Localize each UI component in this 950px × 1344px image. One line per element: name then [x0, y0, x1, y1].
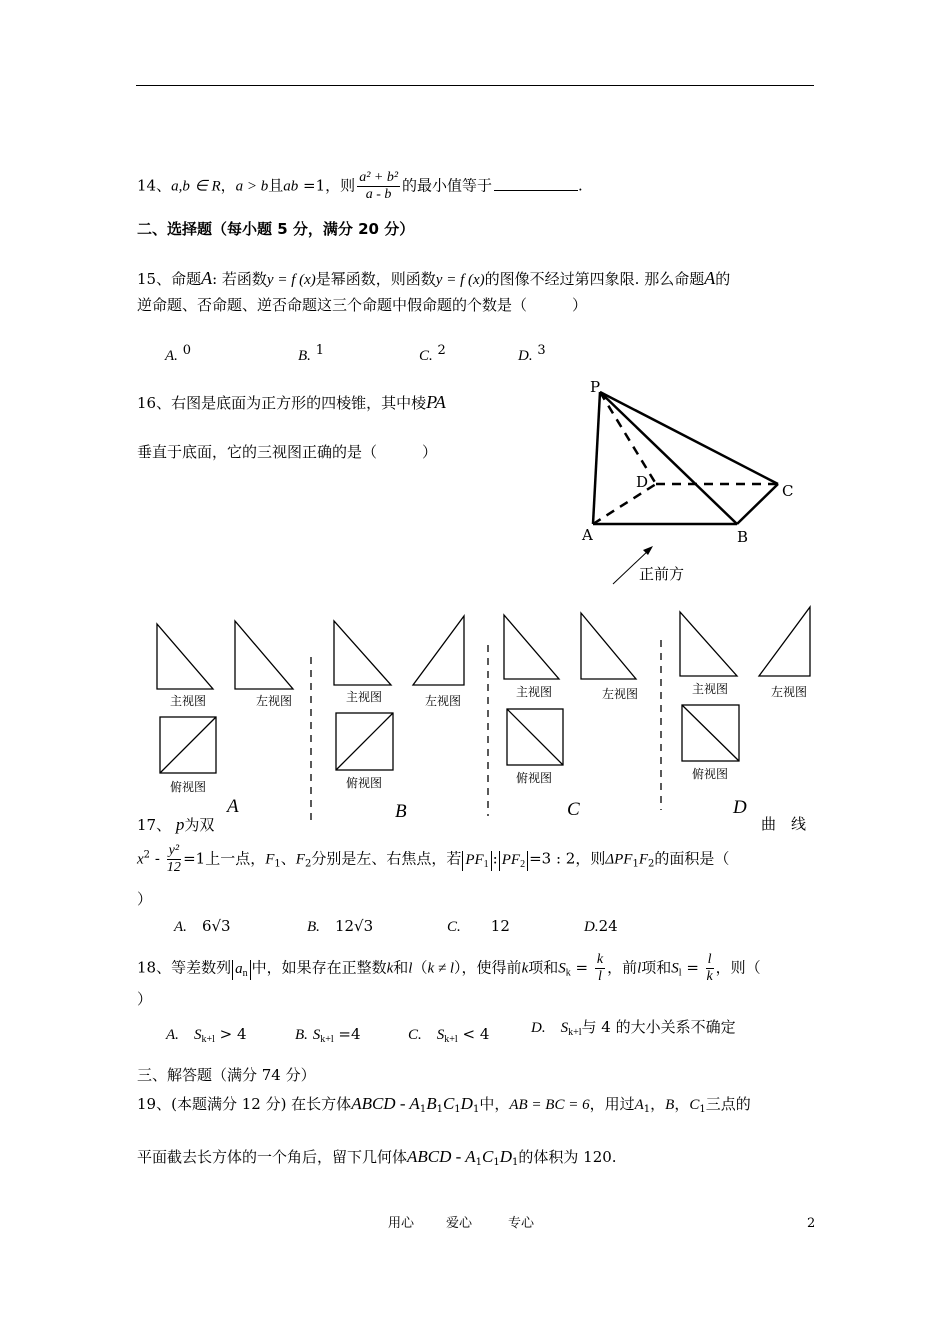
question-19-line2: 平面截去长方体的一个角后，留下几何体ABCD - $A_1C_1D_1$的体积为 120.	[137, 1147, 617, 1168]
choice-separators	[311, 640, 661, 825]
edge-pc	[600, 392, 778, 484]
q14-tail: 的最小值等于	[402, 176, 493, 195]
choice-b-main-view	[334, 621, 391, 685]
q18-frac1-den: l	[598, 969, 602, 985]
q17-option-b[interactable]	[307, 917, 373, 936]
q18-paren: （	[412, 958, 428, 977]
q15-proposition-a: A	[201, 268, 213, 288]
q17-option-d[interactable]	[584, 917, 618, 936]
q14-and: 且	[268, 176, 284, 195]
q17-option-d-label: D.	[584, 919, 599, 935]
choice-d-top-label: 俯视图	[692, 767, 729, 781]
q17-colon: :	[492, 849, 498, 868]
choice-a-left-label: 左视图	[256, 694, 293, 708]
choice-d-main-view	[680, 612, 737, 676]
q18-option-d-s: S	[560, 1020, 569, 1036]
question-19-line1: 19、(本题满分 12 分) 在长方体ABCD - $A_1B_1C_1D_1$中，AB = BC = 6，用过$A_1$，B，$C_1$三点的	[137, 1094, 751, 1115]
q15-text-a: 15、命题	[137, 270, 202, 288]
q15-option-d-label: D.	[518, 348, 533, 364]
q15-text-d: 的图像不经过第四象限. 那么命题	[484, 270, 705, 288]
q19-solid-d: D	[499, 1147, 513, 1166]
edge-pd	[600, 392, 656, 484]
page-number: 2	[807, 1216, 816, 1231]
q18-option-a-expr: > 4	[219, 1025, 247, 1043]
q19-a1: A	[634, 1097, 644, 1113]
q15-function-2: y = f (x)	[435, 272, 485, 288]
q14-then: ，则	[325, 176, 356, 195]
q18-option-d-label: D.	[531, 1020, 546, 1036]
q18-option-b-expr: =4	[338, 1025, 361, 1043]
q17-close: ）	[137, 890, 153, 908]
q15-text-b: : 若函数	[212, 270, 267, 288]
question-14	[137, 170, 583, 203]
q17-point-p: p	[175, 815, 185, 834]
q19-text-2: ，用过	[589, 1095, 635, 1113]
question-17-line2: $x^2$ - $\frac{\text{y²}}{12}$ =1上一点，$F_1$、$F_2$分别是左、右焦点，若 $PF_1$ : $PF_2 =3$ : 2，则$\Delta PF_1F_2$的面积是（	[137, 843, 730, 876]
q17-option-a-value: 6√3	[201, 917, 231, 935]
choice-b-left-label: 左视图	[425, 694, 462, 708]
q14-ab: ab	[283, 178, 299, 195]
q18-option-b-sub: k+l	[320, 1034, 334, 1045]
question-15-line2: 逆命题、否命题、逆否命题这三个命题中假命题的个数是（ ）	[137, 296, 588, 314]
q18-eq2: =	[681, 958, 704, 977]
q17-option-b-value: 12√3	[334, 917, 374, 935]
choice-a-main-view	[157, 624, 213, 689]
q17-text-5: 的面积是（	[654, 849, 730, 868]
q16-text-1: 16、右图是底面为正方形的四棱锥，其中棱	[137, 394, 427, 412]
q17-number: 17、	[137, 816, 172, 834]
choice-d-top-diagonal	[682, 705, 739, 761]
q17-option-c-label: C.	[447, 919, 461, 935]
choice-d-left-label: 左视图	[771, 685, 808, 699]
choice-c-top-view	[507, 709, 563, 765]
q18-text-3: ，前	[607, 958, 638, 977]
q19-text-1: 19、(本题满分 12 分) 在长方体	[137, 1095, 352, 1113]
choice-c-main-label: 主视图	[516, 685, 553, 699]
q18-option-c-label: C.	[408, 1027, 422, 1043]
q17-option-d-value: 24	[598, 917, 618, 935]
q17-eq: =1	[183, 849, 206, 868]
q17-text-4: ，则	[575, 849, 606, 868]
q15-option-a-label: A.	[165, 348, 178, 364]
front-arrow-head	[643, 546, 653, 555]
label-d: D	[636, 473, 649, 491]
q19-line2-b: 的体积为 120.	[518, 1148, 617, 1166]
q16-choice-b[interactable]: B	[395, 801, 407, 822]
q18-text-5: ，则（	[715, 958, 761, 977]
question-16-line1	[137, 392, 446, 414]
q18-option-a[interactable]	[166, 1025, 247, 1046]
q17-text-1: 为双	[184, 816, 215, 834]
choice-d-main-label: 主视图	[692, 682, 729, 696]
q15-option-d[interactable]	[518, 343, 546, 365]
q19-line2-a: 平面截去长方体的一个角后，留下几何体	[137, 1148, 408, 1166]
top-rule	[136, 85, 814, 86]
q14-comma: ，	[220, 176, 236, 195]
q14-number: 14、	[137, 176, 172, 195]
q15-text-c: 是幂函数，则函数	[315, 270, 436, 288]
q18-option-a-sub: k+l	[201, 1034, 215, 1045]
q18-l: l	[408, 960, 413, 977]
label-a: A	[582, 526, 593, 544]
q18-l2: l	[637, 960, 642, 977]
choice-d-left-view	[759, 607, 810, 676]
q17-curve: 曲 线	[761, 815, 807, 833]
q18-option-b-s: S	[312, 1027, 321, 1043]
q18-text-2: 项和	[528, 958, 559, 977]
choice-a-left-view	[235, 621, 293, 689]
q15-option-b-label: B.	[298, 348, 311, 364]
q16-edge-pa: PA	[426, 392, 446, 412]
q15-proposition-a-2: A	[704, 268, 716, 288]
q14-frac-num: a² + b²	[357, 170, 400, 187]
q17-pf1: PF	[465, 851, 484, 868]
choice-b-top-diagonal	[336, 713, 393, 770]
footer-text-3: 专心	[508, 1216, 535, 1231]
q19-mid: 中，	[479, 1095, 510, 1113]
q19-comma-2: ，	[674, 1095, 690, 1113]
q14-eq: =1	[303, 176, 326, 195]
q19-b: B	[665, 1097, 675, 1113]
q16-choice-d[interactable]: D	[733, 797, 747, 818]
choice-c-top-diagonal	[507, 709, 563, 765]
q19-text-3: 三点的	[705, 1095, 751, 1113]
edge-pa	[593, 392, 600, 524]
q17-frac-den: 12	[166, 860, 181, 876]
q17-f1: F	[265, 851, 275, 868]
question-18-line1: 18、等差数列 $a_n$ 中，如果存在正整数k和l（k ≠ l），使得前k项和$S_k$ = $\frac{k}{l}$ ，前l项和$S_l$ = $\frac{l}{k}$ ，则（	[137, 952, 761, 985]
q17-option-a[interactable]	[174, 917, 231, 936]
q17-frac-num: y²	[167, 843, 181, 860]
q18-k2: k	[521, 960, 529, 977]
question-16-line2: 垂直于底面，它的三视图正确的是（ ）	[137, 443, 438, 461]
q15-option-c[interactable]	[419, 343, 446, 365]
choice-b-top-view	[336, 713, 393, 770]
q15-option-c-value: 2	[437, 343, 446, 358]
q18-option-d-expr: 与 4 的大小关系不确定	[581, 1018, 736, 1036]
label-b: B	[737, 528, 749, 546]
q17-fraction	[167, 843, 181, 876]
q14-answer-blank[interactable]	[494, 190, 578, 191]
label-c: C	[782, 482, 794, 500]
section-2-title: 二、选择题（每小题 5 分，满分 20 分）	[137, 220, 415, 238]
q18-eq1: =	[570, 958, 593, 977]
q14-end: .	[578, 176, 583, 195]
q16-choice-a[interactable]: A	[227, 796, 239, 817]
q18-option-b[interactable]	[295, 1025, 361, 1046]
q18-sl: S	[671, 960, 679, 977]
q18-close: ）	[137, 990, 153, 1008]
q14-frac-den: a - b	[365, 187, 392, 203]
footer-text-2: 爱心	[446, 1216, 473, 1231]
q19-c1: C	[689, 1097, 700, 1113]
q14-fraction	[357, 170, 400, 203]
q17-option-a-label: A.	[174, 919, 187, 935]
pyramid-figure	[593, 392, 778, 584]
footer-text-1: 用心	[388, 1216, 415, 1231]
q18-option-d[interactable]	[531, 1018, 736, 1039]
q18-frac2-num: l	[706, 952, 714, 969]
q19-box-c: C	[442, 1094, 455, 1113]
choice-a-top-label: 俯视图	[170, 780, 207, 794]
q18-k: k	[386, 960, 394, 977]
q15-option-d-value: 3	[537, 343, 546, 358]
q18-frac2-den: k	[706, 969, 713, 985]
q17-abs-pf1: $PF_1$	[462, 851, 491, 871]
edge-bc	[737, 484, 778, 524]
q18-option-b-label: B.	[295, 1027, 308, 1043]
q17-pf2: PF	[501, 851, 521, 868]
question-15-line1	[137, 268, 730, 290]
choice-b-main-label: 主视图	[346, 690, 383, 704]
q14-vars: a,b	[171, 178, 190, 195]
q18-fraction-2	[706, 952, 714, 985]
q18-text-4: 项和	[641, 958, 672, 977]
q15-option-c-label: C.	[419, 348, 433, 364]
q18-option-c-sub: k+l	[444, 1034, 458, 1045]
question-17-line1	[137, 815, 214, 835]
q15-text-e: 的	[715, 270, 731, 288]
q15-option-b-value: 1	[315, 343, 324, 358]
q18-number: 18、等差数列	[137, 958, 232, 977]
choice-b-left-view	[413, 616, 464, 685]
q17-option-c-value: 12	[490, 917, 510, 935]
q18-an: a	[235, 960, 243, 977]
choice-c-top-label: 俯视图	[516, 771, 553, 785]
choice-d-top-view	[682, 705, 739, 761]
q17-sep: 、	[280, 849, 296, 868]
q18-frac1-num: k	[595, 952, 605, 969]
q15-option-b[interactable]	[298, 343, 324, 365]
q16-choice-c[interactable]: C	[567, 799, 580, 820]
q18-option-d-sub: k+l	[568, 1027, 582, 1038]
q17-minus: -	[150, 849, 165, 868]
edge-pb	[600, 392, 737, 524]
q18-text-1: 中，如果存在正整数	[251, 958, 387, 977]
q15-option-a-value: 0	[182, 343, 191, 358]
q19-box-b: B	[426, 1094, 437, 1113]
q18-and: 和	[393, 958, 409, 977]
q17-f2b: F	[638, 851, 649, 868]
q17-option-b-label: B.	[307, 919, 320, 935]
label-front: 正前方	[639, 565, 685, 583]
q15-option-a[interactable]	[165, 343, 191, 365]
q17-f2: F	[295, 851, 305, 868]
q17-text-3: 分别是左、右焦点，若	[311, 849, 462, 868]
q19-box-d: D	[460, 1094, 473, 1113]
q14-cond: a > b	[235, 178, 269, 195]
choice-c-main-view	[504, 615, 559, 679]
q18-option-c-expr: < 4	[462, 1025, 490, 1043]
choice-a-main-label: 主视图	[170, 694, 207, 708]
q17-triangle: ΔPF	[605, 851, 633, 868]
q17-option-c[interactable]	[447, 917, 510, 936]
label-p: P	[590, 378, 601, 396]
choice-a-top-view	[160, 717, 216, 773]
q18-option-a-s: S	[193, 1027, 202, 1043]
q19-solid-c: C	[482, 1147, 494, 1166]
q18-fraction-1	[595, 952, 605, 985]
q18-option-c-s: S	[436, 1027, 445, 1043]
q19-solid-a: ABCD - A	[407, 1147, 476, 1166]
q17-ratio: =3 : 2	[529, 849, 576, 868]
q19-eq: AB = BC = 6	[509, 1097, 590, 1113]
q17-x: x	[137, 851, 144, 868]
q18-paren2: ），使得前	[454, 958, 522, 977]
q18-sequence: $a_n$	[232, 960, 251, 980]
q18-option-c[interactable]	[408, 1025, 489, 1046]
q17-abs-pf2: $PF_2$	[499, 851, 528, 871]
section-3-title: 三、解答题（满分 74 分）	[137, 1066, 316, 1084]
q19-box-a: ABCD - A	[351, 1094, 420, 1113]
q18-sk: S	[558, 960, 566, 977]
choice-c-left-label: 左视图	[602, 687, 639, 701]
q19-comma-1: ，	[650, 1095, 666, 1113]
choice-c-left-view	[581, 613, 636, 679]
choice-b-top-label: 俯视图	[346, 776, 383, 790]
choice-a-top-diagonal	[160, 717, 216, 773]
q18-k-neq-l: k ≠ l	[427, 960, 455, 977]
q14-in-r: ∈ R	[194, 178, 221, 195]
q17-text-2: 上一点，	[205, 849, 266, 868]
q15-function-1: y = f (x)	[266, 272, 316, 288]
q18-option-a-label: A.	[166, 1027, 179, 1043]
